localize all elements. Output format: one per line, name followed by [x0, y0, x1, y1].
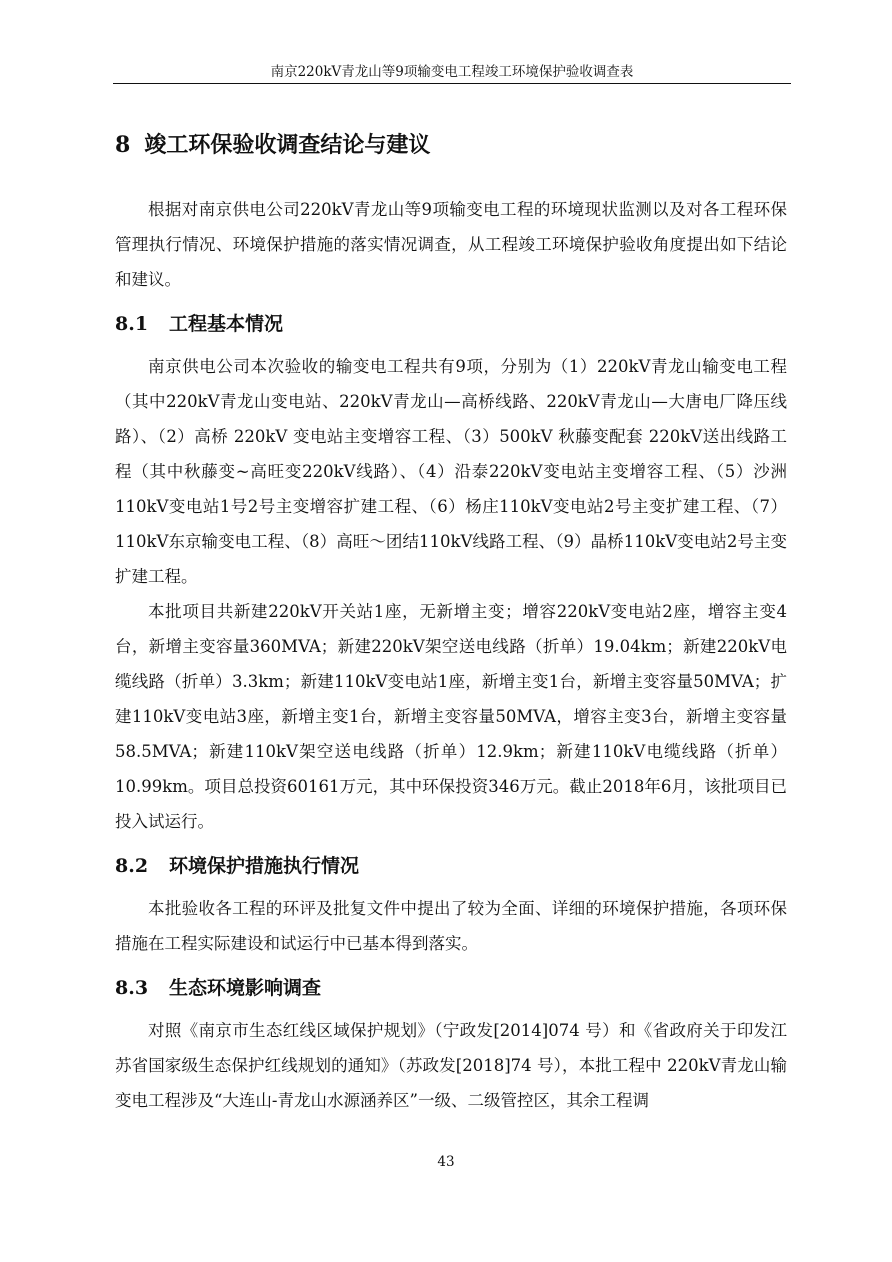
header-rule [113, 83, 791, 84]
chapter-intro-paragraph: 根据对南京供电公司220kV青龙山等9项输变电工程的环境现状监测以及对各工程环保管理执行情况、环境保护措施的落实情况调查，从工程竣工环境保护验收角度提出如下结论和建议。 [115, 200, 787, 289]
section-number: 8.2 [115, 855, 149, 877]
chapter-number: 8 [115, 132, 131, 158]
running-header: 南京220kV青龙山等9项输变电工程竣工环境保护验收调查表 [270, 64, 634, 80]
section-8-3-paragraph-1: 对照《南京市生态红线区域保护规划》（宁政发[2014]074 号）和《省政府关于印发江苏省国家级生态保护红线规划的通知》（苏政发[2018]74 号），本批工程中 220kV青龙山输变电工程涉及“大连山-青龙山水源涵养区”一级、二级管控区，其余工程调 [115, 1021, 787, 1110]
section-number: 8.3 [115, 977, 149, 999]
section-8-1-paragraph-2: 本批项目共新建220kV开关站1座，无新增主变；增容220kV变电站2座，增容主变4台，新增主变容量360MVA；新建220kV架空送电线路（折单）19.04km；新建220kV电缆线路（折单）3.3km；新建110kV变电站1座，新增主变1台，新增主变容量50MVA；扩建110kV变电站3座，新增主变1台，新增主变容量50MVA，增容主变3台，新增主变容量58.5MVA；新建110kV架空送电线路（折单）12.9km；新建110kV电缆线路（折单）10.99km。项目总投资60161万元，其中环保投资346万元。截止2018年6月，该批项目已投入试运行。 [115, 602, 787, 831]
section-title: 生态环境影响调查 [169, 977, 322, 999]
chapter-title: 竣工环保验收调查结论与建议 [144, 133, 431, 158]
section-8-2-paragraph-1: 本批验收各工程的环评及批复文件中提出了较为全面、详细的环境保护措施，各项环保措施在工程实际建设和试运行中已基本得到落实。 [115, 899, 787, 953]
section-number: 8.1 [115, 313, 149, 335]
section-title: 环境保护措施执行情况 [169, 855, 360, 877]
section-8-1-paragraph-1: 南京供电公司本次验收的输变电工程共有9项，分别为（1）220kV青龙山输变电工程（其中220kV青龙山变电站、220kV青龙山—高桥线路、220kV青龙山—大唐电厂降压线路）、（2）高桥 220kV 变电站主变增容工程、（3）500kV 秋藤变配套 220kV送出线路工程（其中秋藤变~高旺变220kV线路）、（4）沿泰220kV变电站主变增容工程、（5）沙洲110kV变电站1号2号主变增容扩建工程、（6）杨庄110kV变电站2号主变扩建工程、（7）110kV东京输变电工程、（8）高旺～团结110kV线路工程、（9）晶桥110kV变电站2号主变扩建工程。 [115, 357, 787, 586]
chapter-heading [115, 125, 787, 166]
page-number: 43 [437, 1154, 455, 1170]
section-heading-8-2 [115, 853, 787, 879]
section-heading-8-3 [115, 975, 787, 1001]
section-title: 工程基本情况 [169, 313, 284, 335]
page-content [115, 125, 787, 1118]
section-heading-8-1 [115, 311, 787, 337]
